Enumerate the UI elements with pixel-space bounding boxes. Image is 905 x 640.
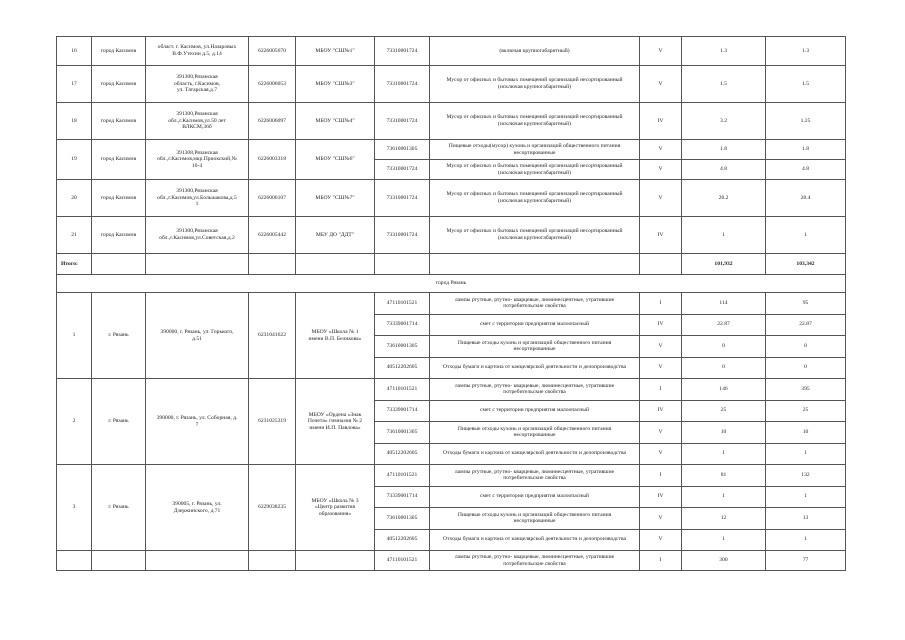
inn-cell: 6226006107 xyxy=(249,180,296,217)
waste-code-cell: 73310001724 xyxy=(375,103,430,140)
waste-code-cell: 40512202605 xyxy=(375,357,430,379)
waste-code-cell: 73610001305 xyxy=(375,422,430,444)
value-cell: 1 xyxy=(766,443,846,465)
empty-cell xyxy=(375,254,430,275)
address-cell: 391300,Рязанская область, г.Касимов, ул. Татарская,д.7 xyxy=(146,66,249,103)
value-cell: 0 xyxy=(766,357,846,379)
table-row xyxy=(57,140,846,160)
waste-name-cell: смет с территории предприятия малоопасный xyxy=(430,400,640,422)
hazard-class-cell: I xyxy=(640,551,682,571)
table-row xyxy=(57,66,846,103)
inn-cell: 6226006053 xyxy=(249,66,296,103)
city-cell: город Касимов xyxy=(92,180,146,217)
value-cell: 4.8 xyxy=(766,160,846,180)
empty-cell xyxy=(146,254,249,275)
city-cell: город Касимов xyxy=(92,140,146,180)
row-number: 21 xyxy=(57,217,92,254)
value-cell: 1.3 xyxy=(766,37,846,66)
table-body xyxy=(57,37,846,571)
total-row xyxy=(57,254,846,275)
value-cell: 132 xyxy=(766,465,846,487)
waste-code-cell: 40512202605 xyxy=(375,443,430,465)
value-cell: 1.8 xyxy=(682,140,766,160)
waste-code-cell: 73339001714 xyxy=(375,400,430,422)
address-cell: 390005, г. Рязань, ул. Дзержинского, д.71 xyxy=(146,465,249,551)
value-cell: 10 xyxy=(682,422,766,444)
section-title: город Рязань xyxy=(57,275,846,293)
hazard-class-cell: IV xyxy=(640,400,682,422)
waste-name-cell: Мусор от офисных и бытовых помещений организаций несортированный (исключая крупногабаритный) xyxy=(430,66,640,103)
row-number: 1 xyxy=(57,293,92,379)
value-cell: 146 xyxy=(682,379,766,401)
hazard-class-cell: V xyxy=(640,422,682,444)
waste-name-cell: лампы ртутные, ртутно- кварцевые, люминесцентные, утратившие потребительские свойства xyxy=(430,465,640,487)
value-cell: 10 xyxy=(766,422,846,444)
value-cell: 22.87 xyxy=(682,314,766,336)
address-cell: 390000, г. Рязань, ул. Соборная, д. 7 xyxy=(146,379,249,465)
inn-cell: 6231041622 xyxy=(249,293,296,379)
hazard-class-cell: V xyxy=(640,508,682,530)
waste-name-cell: Мусор от офисных и бытовых помещений организаций несортированный (исключая крупногабаритный) xyxy=(430,217,640,254)
value-cell: 1.3 xyxy=(682,37,766,66)
value-cell: 81 xyxy=(682,465,766,487)
inn-cell: 6231025319 xyxy=(249,379,296,465)
value-cell: 1.25 xyxy=(766,103,846,140)
waste-name-cell: (включая крупногабаритный) xyxy=(430,37,640,66)
organization-cell: МБОУ "СШ№1" xyxy=(296,37,375,66)
waste-name-cell: Мусор от офисных и бытовых помещений организаций несортированный (исключая крупногабаритный) xyxy=(430,160,640,180)
inn-cell: 6226006097 xyxy=(249,103,296,140)
organization-cell: МБОУ "СШ№6" xyxy=(296,140,375,180)
table-row xyxy=(57,379,846,401)
empty-cell xyxy=(430,254,640,275)
waste-name-cell: лампы ртутные, ртутно- кварцевые, люминесцентные, утратившие потребительские свойства xyxy=(430,551,640,571)
hazard-class-cell: I xyxy=(640,293,682,315)
hazard-class-cell: IV xyxy=(640,217,682,254)
table-row xyxy=(57,293,846,315)
empty-cell xyxy=(296,254,375,275)
waste-name-cell: Мусор от офисных и бытовых помещений организаций несортированный (исключая крупногабаритный) xyxy=(430,180,640,217)
row-number: 16 xyxy=(57,37,92,66)
table-row xyxy=(57,37,846,66)
city-cell: г. Рязань xyxy=(92,465,146,551)
table-row xyxy=(57,465,846,487)
waste-name-cell: Мусор от офисных и бытовых помещений организаций несортированный (исключая крупногабаритный) xyxy=(430,103,640,140)
value-cell: 1.8 xyxy=(766,140,846,160)
waste-name-cell: лампы ртутные, ртутно- кварцевые, люминесцентные, утратившие потребительские свойства xyxy=(430,379,640,401)
hazard-class-cell: V xyxy=(640,66,682,103)
address-cell: 391300,Рязанская обл.,г.Касимов,ул.Советская,д.2 xyxy=(146,217,249,254)
waste-code-cell: 47110101521 xyxy=(375,379,430,401)
document-sheet xyxy=(56,36,845,571)
value-cell: 300 xyxy=(682,551,766,571)
waste-name-cell: смет с территории предприятия малоопасный xyxy=(430,314,640,336)
hazard-class-cell: V xyxy=(640,443,682,465)
waste-code-cell: 73310001724 xyxy=(375,217,430,254)
waste-name-cell: Пищевые отходы кухонь и организаций общественного питания несортированные xyxy=(430,422,640,444)
city-cell: город Касимов xyxy=(92,103,146,140)
value-cell: 1 xyxy=(682,443,766,465)
hazard-class-cell: V xyxy=(640,140,682,160)
row-number: 2 xyxy=(57,379,92,465)
value-cell: 0 xyxy=(682,336,766,358)
value-cell: 28.4 xyxy=(766,180,846,217)
row-number: 17 xyxy=(57,66,92,103)
value-cell: 4.8 xyxy=(682,160,766,180)
value-cell: 25 xyxy=(682,400,766,422)
city-cell: г. Рязань xyxy=(92,293,146,379)
waste-code-cell: 73610001305 xyxy=(375,508,430,530)
table-row xyxy=(57,103,846,140)
value-cell: 1 xyxy=(766,217,846,254)
value-cell: 95 xyxy=(766,293,846,315)
city-cell: г. Рязань xyxy=(92,379,146,465)
value-cell: 1 xyxy=(766,529,846,551)
empty-cell xyxy=(249,551,296,571)
address-cell: област. г. Касимов, ул.Назаровых В.Ф.Утехин д.5, д.14 xyxy=(146,37,249,66)
empty-cell xyxy=(640,254,682,275)
waste-name-cell: Отходы бумаги и картона от канцелярской деятельности и делопроизводства xyxy=(430,357,640,379)
hazard-class-cell: IV xyxy=(640,314,682,336)
hazard-class-cell: V xyxy=(640,336,682,358)
value-cell: 3.2 xyxy=(682,103,766,140)
organization-cell: МБОУ «Ордена «Знак Почета» гимназия № 2 имени И.П. Павлова» xyxy=(296,379,375,465)
inn-cell: 6229038235 xyxy=(249,465,296,551)
hazard-class-cell: IV xyxy=(640,486,682,508)
value-cell: 1 xyxy=(682,217,766,254)
row-number: 19 xyxy=(57,140,92,180)
address-cell: 391308,Рязанская обл.,г.Касимов,мкр.Приокский,№ 10-4 xyxy=(146,140,249,180)
waste-name-cell: Отходы бумаги и картона от канцелярской деятельности и делопроизводства xyxy=(430,529,640,551)
hazard-class-cell: V xyxy=(640,180,682,217)
value-cell: 1 xyxy=(682,529,766,551)
organization-cell: МБОУ «Школа № 1 имени В.П. Беликова» xyxy=(296,293,375,379)
hazard-class-cell: V xyxy=(640,160,682,180)
city-cell: город Касимов xyxy=(92,66,146,103)
address-cell: 391300,Рязанская обл.,г.Касимов,ул.50 лет ВЛКСМ,36б xyxy=(146,103,249,140)
hazard-class-cell: IV xyxy=(640,103,682,140)
row-number: 18 xyxy=(57,103,92,140)
total-value: 103,342 xyxy=(766,254,846,275)
waste-code-cell: 47110101521 xyxy=(375,293,430,315)
waste-code-cell: 47110101521 xyxy=(375,465,430,487)
value-cell: 1 xyxy=(766,486,846,508)
organization-cell: МБОУ "СШ№4" xyxy=(296,103,375,140)
empty-cell xyxy=(57,551,92,571)
empty-cell xyxy=(92,551,146,571)
waste-name-cell: лампы ртутные, ртутно- кварцевые, люминесцентные, утратившие потребительские свойства xyxy=(430,293,640,315)
row-number: 3 xyxy=(57,465,92,551)
inn-cell: 6226005670 xyxy=(249,37,296,66)
hazard-class-cell: V xyxy=(640,529,682,551)
address-cell: 391300,Рязанская обл.,г.Касимов,ул.Большакова,д.5 1 xyxy=(146,180,249,217)
hazard-class-cell: I xyxy=(640,465,682,487)
empty-cell xyxy=(296,551,375,571)
table-row xyxy=(57,551,846,571)
hazard-class-cell: V xyxy=(640,37,682,66)
value-cell: 22.87 xyxy=(766,314,846,336)
hazard-class-cell: I xyxy=(640,379,682,401)
inn-cell: 6226005442 xyxy=(249,217,296,254)
inn-cell: 6226003318 xyxy=(249,140,296,180)
waste-code-cell: 73310001724 xyxy=(375,180,430,217)
waste-table xyxy=(56,36,846,571)
organization-cell: МБОУ "СШ№7" xyxy=(296,180,375,217)
value-cell: 1 xyxy=(682,486,766,508)
value-cell: 395 xyxy=(766,379,846,401)
waste-name-cell: смет с территории предприятия малоопасный xyxy=(430,486,640,508)
organization-cell: МБОУ «Школа № 3 «Центр развития образования» xyxy=(296,465,375,551)
total-label: Итого: xyxy=(57,254,92,275)
value-cell: 13 xyxy=(766,508,846,530)
value-cell: 1.5 xyxy=(682,66,766,103)
value-cell: 0 xyxy=(766,336,846,358)
value-cell: 1.5 xyxy=(766,66,846,103)
waste-name-cell: Пищевые отходы кухонь и организаций общественного питания несортированные xyxy=(430,508,640,530)
value-cell: 114 xyxy=(682,293,766,315)
value-cell: 0 xyxy=(682,357,766,379)
waste-code-cell: 73310001724 xyxy=(375,66,430,103)
waste-code-cell: 73610001305 xyxy=(375,336,430,358)
total-value: 101,932 xyxy=(682,254,766,275)
waste-code-cell: 73310001724 xyxy=(375,37,430,66)
empty-cell xyxy=(146,551,249,571)
waste-code-cell: 73339001714 xyxy=(375,314,430,336)
value-cell: 28.2 xyxy=(682,180,766,217)
value-cell: 77 xyxy=(766,551,846,571)
value-cell: 12 xyxy=(682,508,766,530)
empty-cell xyxy=(92,254,146,275)
waste-code-cell: 47110101521 xyxy=(375,551,430,571)
hazard-class-cell: V xyxy=(640,357,682,379)
row-number: 20 xyxy=(57,180,92,217)
waste-name-cell: Отходы бумаги и картона от канцелярской деятельности и делопроизводства xyxy=(430,443,640,465)
waste-code-cell: 40512202605 xyxy=(375,529,430,551)
organization-cell: МБУ ДО "ДДТ" xyxy=(296,217,375,254)
waste-name-cell: Пищевые отходы кухонь и организаций общественного питания несортированные xyxy=(430,336,640,358)
organization-cell: МБОУ "СШ№3" xyxy=(296,66,375,103)
section-row xyxy=(57,275,846,293)
waste-code-cell: 73310001724 xyxy=(375,160,430,180)
waste-name-cell: Пищевые отходы(мусор) кухонь и организаций общественного питания несортированные xyxy=(430,140,640,160)
waste-code-cell: 73339001714 xyxy=(375,486,430,508)
table-row xyxy=(57,180,846,217)
address-cell: 390000, г. Рязань, ул. Горького, д.51 xyxy=(146,293,249,379)
city-cell: город Касимов xyxy=(92,37,146,66)
city-cell: город Касимов xyxy=(92,217,146,254)
value-cell: 25 xyxy=(766,400,846,422)
table-row xyxy=(57,217,846,254)
waste-code-cell: 73610001305 xyxy=(375,140,430,160)
empty-cell xyxy=(249,254,296,275)
